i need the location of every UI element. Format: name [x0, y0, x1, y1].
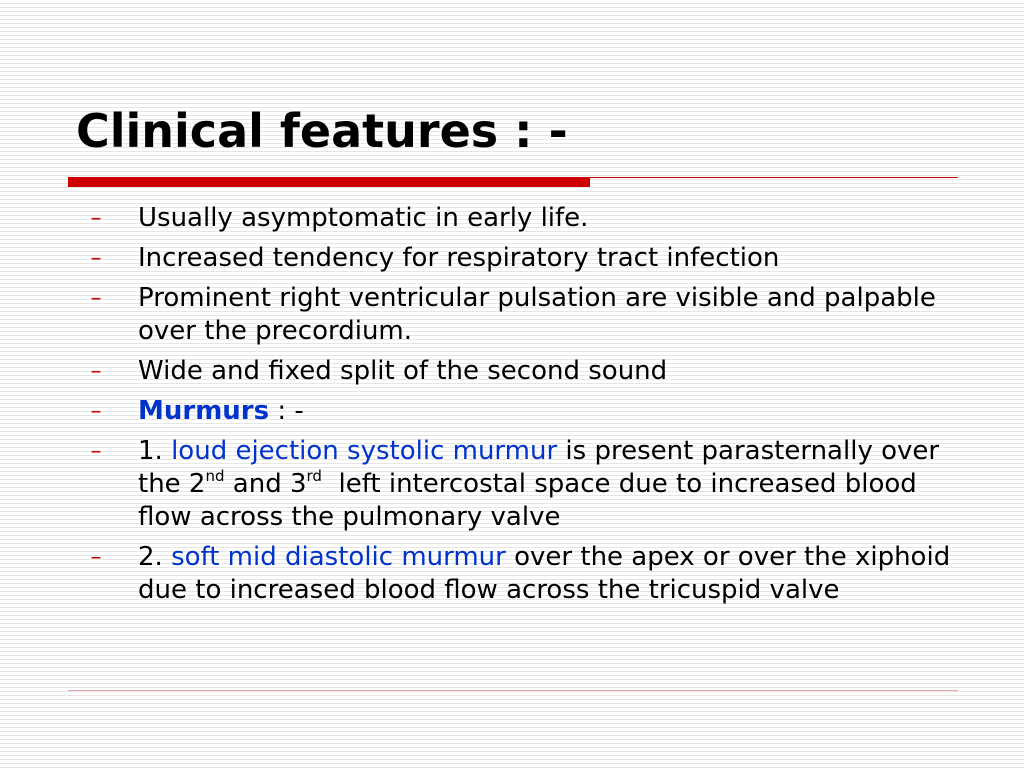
bullet-item [84, 242, 964, 275]
murmurs-suffix: : - [269, 396, 304, 426]
bullet-item [84, 202, 964, 235]
bullet-list [84, 202, 964, 614]
bullet-item-murmurs [84, 395, 964, 428]
title-underline-bar [68, 177, 590, 187]
dash-bullet-icon: – [90, 439, 102, 464]
diastolic-murmur-highlight: soft mid diastolic murmur [171, 542, 506, 572]
murmurs-heading: Murmurs [138, 396, 270, 426]
dash-bullet-icon: – [90, 359, 102, 384]
bullet-text: left intercostal space due to increased blood flow across the pulmonary valve [138, 469, 926, 532]
dash-bullet-icon: – [90, 545, 102, 570]
systolic-murmur-highlight: loud ejection systolic murmur [171, 436, 558, 466]
bullet-text: over the apex or over the xiphoid due to increased blood flow across the tricuspid valve [138, 542, 951, 605]
bullet-text: Wide and fixed split of the second sound [138, 356, 668, 386]
item-number: 2. [138, 542, 172, 572]
bottom-divider [68, 690, 958, 691]
dash-bullet-icon: – [90, 286, 102, 311]
bullet-item [84, 282, 964, 348]
bullet-text: Usually asymptomatic in early life. [138, 203, 589, 233]
bullet-text: and 3 [224, 469, 307, 499]
superscript-nd: nd [205, 467, 225, 485]
dash-bullet-icon: – [90, 206, 102, 231]
bullet-text: Prominent right ventricular pulsation are visible and palpable over the precordium. [138, 283, 936, 346]
item-number: 1. [138, 436, 172, 466]
dash-bullet-icon: – [90, 399, 102, 424]
title-underline-line [590, 177, 958, 178]
dash-bullet-icon: – [90, 246, 102, 271]
bullet-text: Increased tendency for respiratory tract infection [138, 243, 780, 273]
bullet-item [84, 355, 964, 388]
superscript-rd: rd [306, 467, 322, 485]
bullet-item-systolic-murmur [84, 435, 964, 534]
bullet-item-diastolic-murmur [84, 541, 964, 607]
slide-title: Clinical features : - [76, 104, 568, 158]
bullet-text: is present parasternally over the 2 [138, 436, 940, 499]
